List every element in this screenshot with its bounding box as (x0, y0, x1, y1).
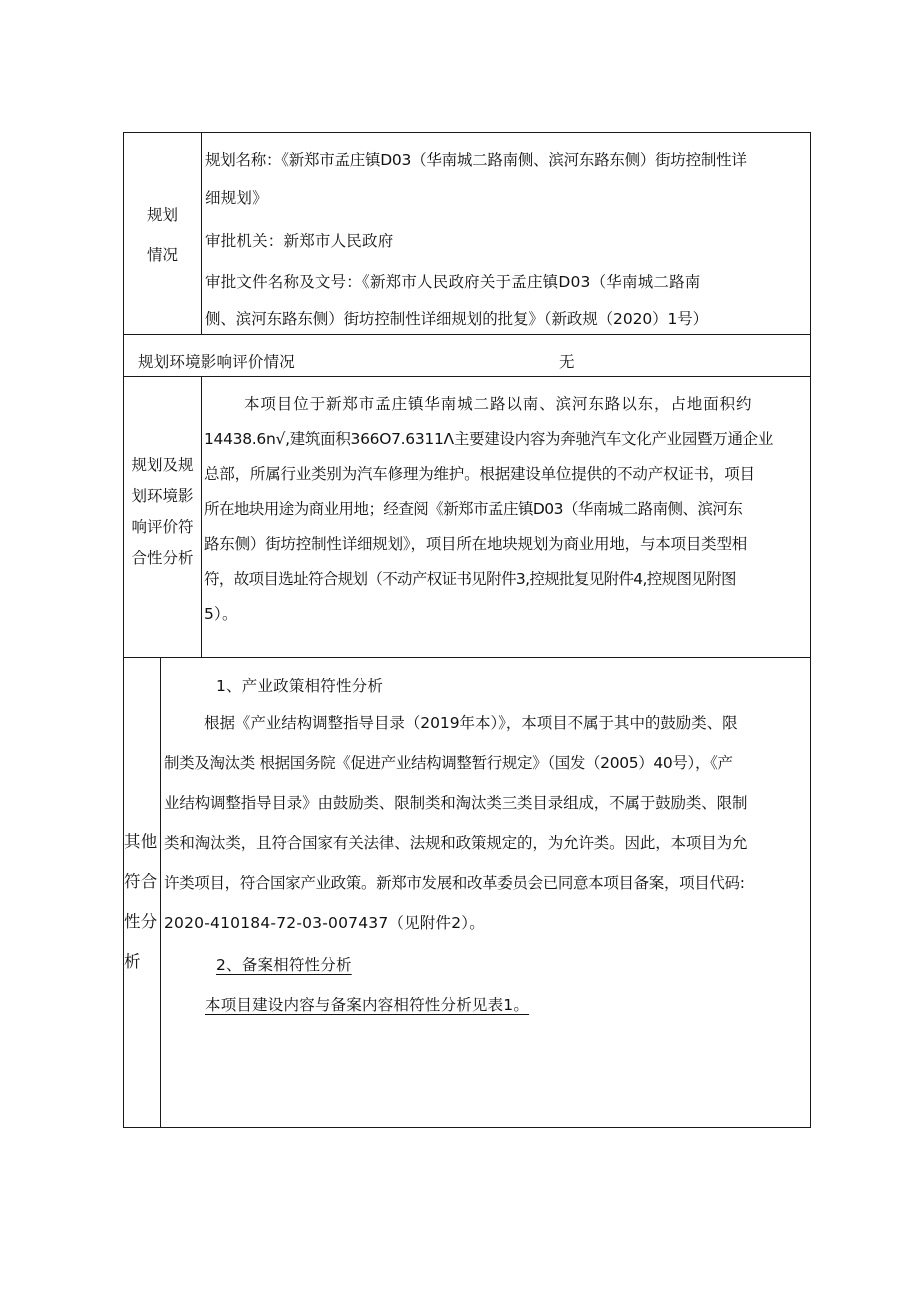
planning-doc-line2: 侧、滨河东路东侧）街坊控制性详细规划的批复》（新政规（2020）1号） (205, 310, 709, 328)
env-eval-value: 无 (559, 353, 575, 371)
col-divider-mid (201, 376, 202, 657)
compliance-line3: 总部，所属行业类别为汽车修理为维护。根据建设单位提供的不动产权证书，项目 (204, 465, 755, 483)
border-left (123, 132, 124, 1128)
policy-line1: 根据《产业结构调整指导目录（2019年本）》，本项目不属于其中的鼓励类、限 (204, 714, 738, 732)
filing-paragraph: 本项目建设内容与备案内容相符性分析见表1。 (205, 996, 530, 1014)
compliance-label-line3: 响评价符 (131, 518, 194, 536)
compliance-line5: 路东侧）街坊控制性详细规划》，项目所在地块规划为商业用地，与本项目类型相 (204, 535, 748, 553)
planning-label (124, 205, 201, 265)
col-divider-top (201, 132, 202, 334)
border-right (810, 132, 811, 1128)
row-divider-1 (123, 334, 811, 335)
policy-line5: 许类项目，符合国家产业政策。新郑市发展和改革委员会已同意本项目备案，项目代码: (164, 874, 745, 892)
other-label-line1: 其他 (124, 832, 158, 851)
border-bottom (123, 1127, 811, 1128)
policy-line3: 业结构调整指导目录》由鼓励类、限制类和淘汰类三类目录组成，不属于鼓励类、限制 (164, 794, 748, 812)
planning-authority: 审批机关：新郑市人民政府 (205, 232, 394, 250)
border-top (123, 132, 811, 133)
other-label-line4: 析 (124, 952, 141, 971)
compliance-label-line2: 划环境影 (131, 487, 194, 505)
policy-line6: 2020-410184-72-03-007437（见附件2）。 (164, 914, 485, 932)
section-heading-filing: 2、备案相符性分析 (216, 956, 352, 974)
planning-name-line1: 规划名称：《新郑市孟庄镇D03（华南城二路南侧、滨河东路东侧）街坊控制性详 (205, 151, 747, 169)
section-heading-policy: 1、产业政策相符性分析 (216, 677, 384, 695)
policy-line4: 类和淘汰类，且符合国家有关法律、法规和政策规定的，为允许类。因此，本项目为允 (164, 834, 748, 852)
col-divider-bottom (160, 657, 161, 1127)
compliance-line6: 符，故项目选址符合规划（不动产权证书见附件3,控规批复见附件4,控规图见附图 (204, 570, 736, 588)
compliance-line2: 14438.6n√,建筑面积366O7.6311Λ主要建设内容为奔驰汽车文化产业园暨万通企业 (204, 430, 774, 448)
compliance-line1: 本项目位于新郑市孟庄镇华南城二路以南、滨河东路以东，占地面积约 (244, 395, 753, 413)
planning-label-line1: 规划 (146, 206, 178, 224)
compliance-label-line4: 合性分析 (131, 549, 194, 567)
other-label-line3: 性分 (124, 912, 158, 931)
row-divider-3 (123, 657, 811, 658)
planning-label-line2: 情况 (146, 246, 178, 264)
compliance-line4: 所在地块用途为商业用地；经查阅《新郑市孟庄镇D03（华南城二路南侧、滨河东 (204, 500, 743, 518)
env-eval-label: 规划环境影响评价情况 (138, 353, 296, 371)
planning-name-line2: 细规划》 (205, 189, 268, 207)
row-divider-2 (123, 376, 811, 377)
compliance-label-line1: 规划及规 (131, 456, 194, 474)
policy-line2: 制类及淘汰类 根据国务院《促进产业结构调整暂行规定》（国发（2005）40号），《产 (164, 754, 733, 772)
planning-doc-line1: 审批文件名称及文号：《新郑市人民政府关于孟庄镇D03（华南城二路南 (205, 273, 701, 291)
other-label-line2: 符合 (124, 872, 158, 891)
compliance-label (124, 450, 201, 574)
compliance-line7: 5）。 (204, 605, 238, 623)
